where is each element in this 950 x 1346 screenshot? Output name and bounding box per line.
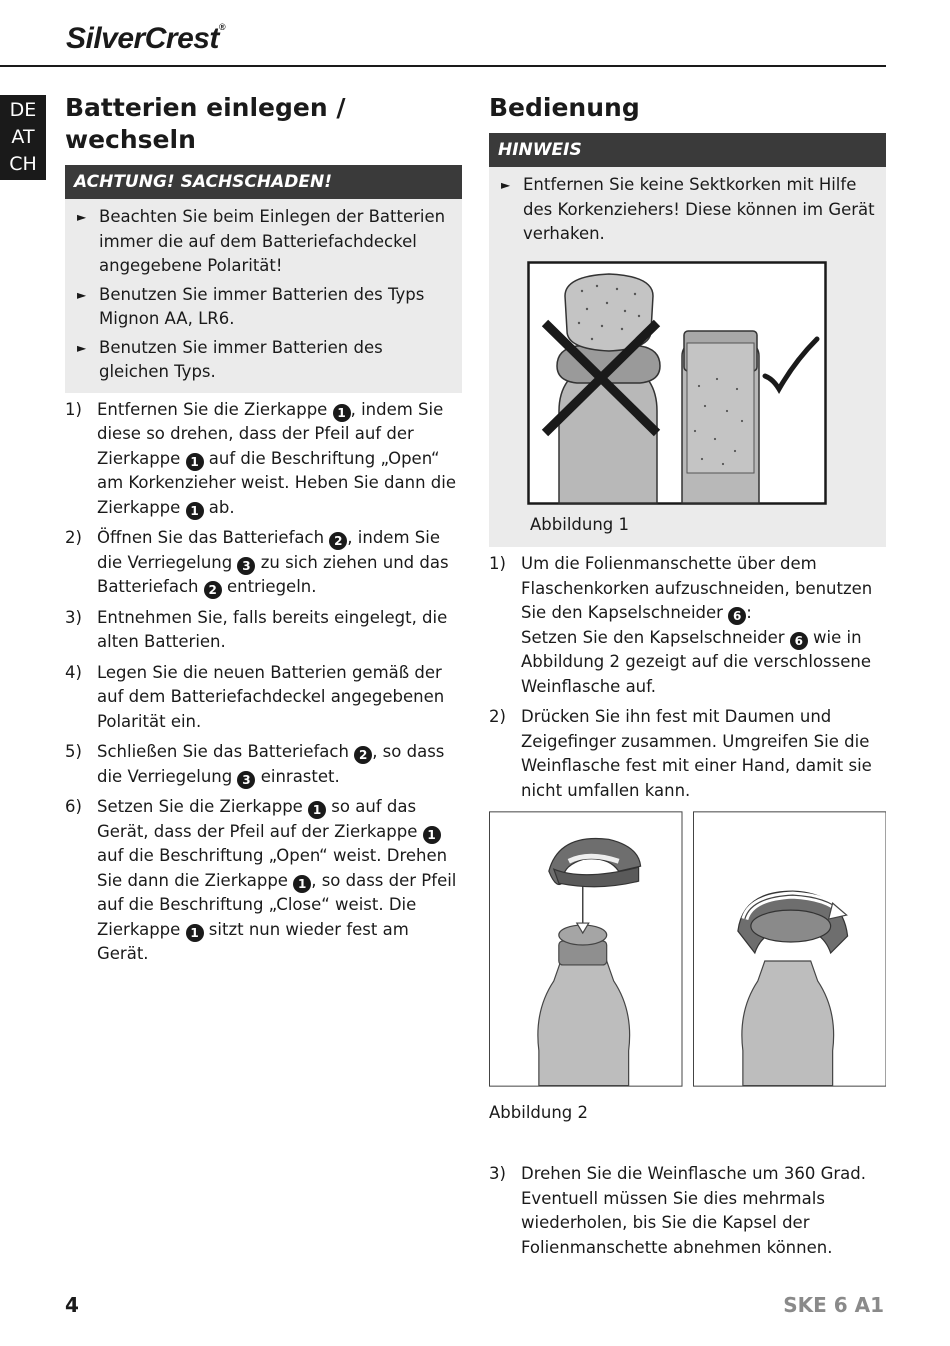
figure-2-cutter-rotation bbox=[693, 811, 887, 1087]
warning-header: ACHTUNG! SACHSCHADEN! bbox=[65, 165, 462, 199]
section-title-operation: Bedienung bbox=[489, 93, 640, 122]
step-item bbox=[489, 552, 886, 699]
step-text: Schließen Sie das Batteriefach 2 , so dass die Verriegelung 3 einrastet. bbox=[97, 742, 445, 787]
operation-steps-a bbox=[489, 552, 886, 803]
operation-steps-b bbox=[489, 1162, 886, 1260]
step-number: 4) bbox=[65, 662, 82, 682]
step-item bbox=[489, 1162, 886, 1260]
part-number-badge: 1 bbox=[186, 924, 204, 942]
step-text: Öffnen Sie das Batteriefach 2 , indem Sie die Verriegelung 3 zu sich ziehen und das Batteriefach 2 entriegeln. bbox=[97, 528, 449, 597]
part-number-badge: 2 bbox=[329, 532, 347, 550]
figure-2 bbox=[489, 811, 886, 1087]
step-text: Setzen Sie die Zierkappe 1 so auf das Gerät, dass der Pfeil auf der Zierkappe 1 auf die Beschriftung „Open“ weist. Drehen Sie dann die Zierkappe 1 , so dass der Pfeil auf die Beschriftung „Close“ weist. Die Zierkappe 1 sitzt nun wieder fest am Gerät. bbox=[97, 797, 457, 963]
step-item bbox=[65, 661, 462, 735]
step-number: 2) bbox=[65, 528, 82, 547]
step-number: 3) bbox=[489, 1164, 506, 1183]
warning-item: ► Beachten Sie beim Einlegen der Batterien immer die auf dem Batteriefachdeckel angegebene Polarität! bbox=[73, 205, 456, 279]
page-number: 4 bbox=[65, 1293, 79, 1317]
warning-box bbox=[65, 199, 462, 393]
part-number-badge: 3 bbox=[237, 771, 255, 789]
hint-header: HINWEIS bbox=[489, 133, 886, 167]
part-number-badge: 2 bbox=[204, 581, 222, 599]
part-number-badge: 1 bbox=[293, 875, 311, 893]
step-text: Um die Folienmanschette über dem Flaschenkorken aufzuschneiden, benutzen Sie den Kapselschneider 6 : Setzen Sie den Kapselschneider 6 wie in Abbildung 2 gezeigt auf die verschlossene Weinflasche auf. bbox=[521, 554, 873, 696]
warning-item: ► Benutzen Sie immer Batterien des gleichen Typs. bbox=[73, 336, 456, 385]
lang-de: DE bbox=[9, 99, 37, 121]
part-number-badge: 1 bbox=[423, 826, 441, 844]
step-number: 5) bbox=[65, 742, 82, 761]
figure-1-caption: Abbildung 1 bbox=[530, 514, 630, 534]
part-number-badge: 6 bbox=[790, 632, 808, 650]
step-text: Legen Sie die neuen Batterien gemäß der auf dem Batteriefachdeckel angegebenen Polarität ein. bbox=[97, 662, 445, 731]
part-number-badge: 1 bbox=[333, 404, 351, 422]
step-number: 2) bbox=[489, 707, 506, 726]
header-rule bbox=[0, 65, 886, 67]
step-text: Drehen Sie die Weinflasche um 360 Grad. Eventuell müssen Sie dies mehrmals wiederholen, bis Sie die Kapsel der Folienmanschette abnehmen können. bbox=[521, 1164, 866, 1257]
step-number: 1) bbox=[65, 399, 82, 419]
figure-1-bottles bbox=[527, 261, 827, 505]
step-item bbox=[65, 526, 462, 600]
language-tab bbox=[0, 95, 46, 180]
step-text: Entnehmen Sie, falls bereits eingelegt, die alten Batterien. bbox=[97, 607, 448, 651]
part-number-badge: 1 bbox=[186, 453, 204, 471]
step-item bbox=[489, 705, 886, 803]
part-number-badge: 1 bbox=[186, 502, 204, 520]
step-item bbox=[65, 795, 462, 967]
step-number: 3) bbox=[65, 607, 82, 627]
left-column bbox=[65, 92, 462, 973]
section-title-batteries: Batterien einlegen / wechseln bbox=[65, 93, 346, 154]
lang-at: AT bbox=[11, 126, 35, 148]
step-text: Entfernen Sie die Zierkappe 1 , indem Sie diese so drehen, dass der Pfeil auf der Zierkappe 1 auf die Beschriftung „Open“ am Korkenzieher weist. Heben Sie dann die Zierkappe 1 ab. bbox=[97, 399, 456, 518]
part-number-badge: 1 bbox=[308, 801, 326, 819]
step-item bbox=[65, 606, 462, 655]
model-number: SKE 6 A1 bbox=[783, 1293, 884, 1317]
figure-2-cutter-placement bbox=[489, 811, 683, 1087]
step-number: 1) bbox=[489, 554, 506, 573]
brand-logo: SilverCrest® bbox=[66, 22, 226, 55]
step-text: Drücken Sie ihn fest mit Daumen und Zeigefinger zusammen. Umgreifen Sie die Weinflasche fest mit einer Hand, damit sie nicht umfallen kann. bbox=[521, 707, 872, 800]
step-number: 6) bbox=[65, 797, 82, 816]
figure-2-caption: Abbildung 2 bbox=[489, 1103, 589, 1122]
step-item bbox=[65, 740, 462, 789]
step-item bbox=[65, 398, 462, 521]
part-number-badge: 3 bbox=[237, 557, 255, 575]
part-number-badge: 6 bbox=[728, 607, 746, 625]
battery-steps bbox=[65, 398, 462, 967]
lang-ch: CH bbox=[9, 153, 37, 175]
hint-item: ► Entfernen Sie keine Sektkorken mit Hilfe des Korkenziehers! Diese können im Gerät verhaken. bbox=[497, 173, 880, 247]
part-number-badge: 2 bbox=[354, 746, 372, 764]
right-column bbox=[489, 92, 886, 1266]
warning-item: ► Benutzen Sie immer Batterien des Typs Mignon AA, LR6. bbox=[73, 283, 456, 332]
hint-box bbox=[489, 167, 886, 547]
